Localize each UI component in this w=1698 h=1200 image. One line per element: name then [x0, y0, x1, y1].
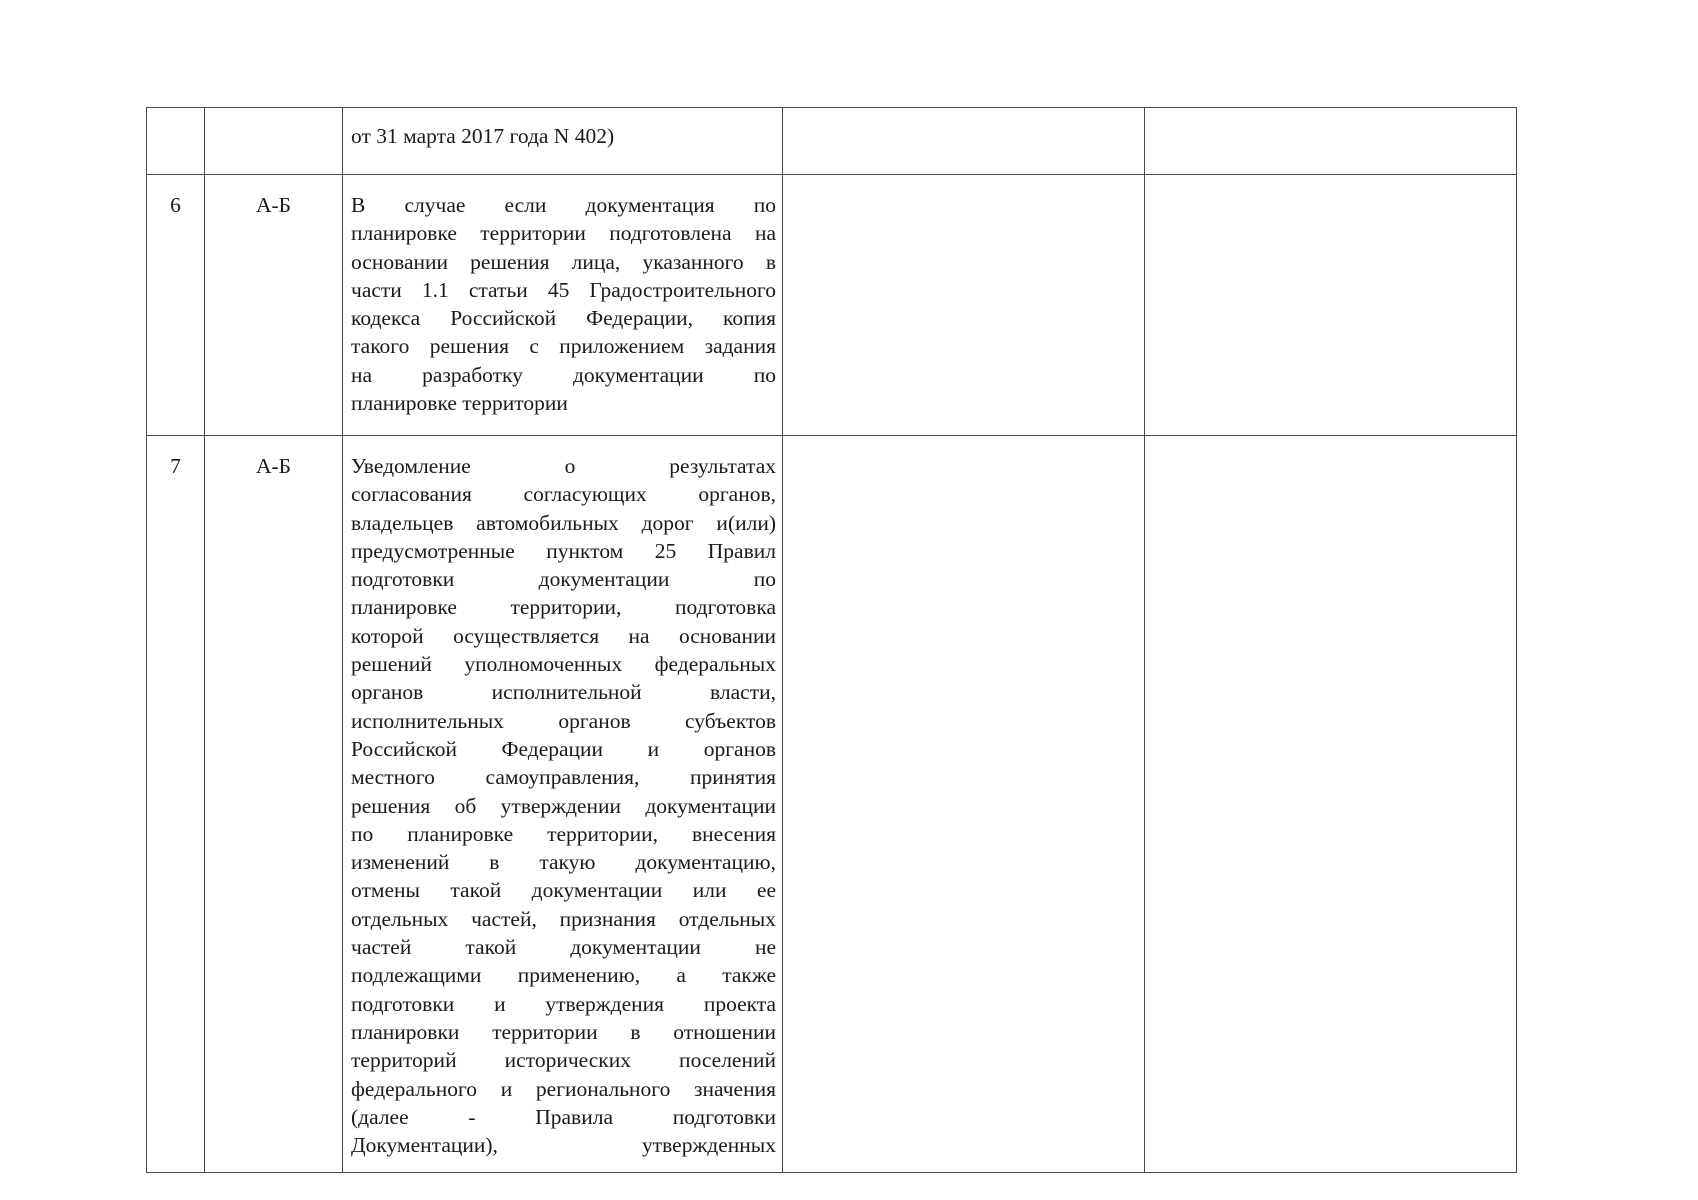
row-text-cell — [343, 108, 783, 175]
text-line: планировке территории — [351, 391, 568, 416]
row-code-cell: А-Б — [205, 175, 343, 436]
row-col4-cell — [783, 436, 1145, 1173]
row-number-cell — [147, 108, 205, 175]
text-line: исполнительных органов субъектов — [351, 708, 776, 733]
text-line: согласования согласующих органов, — [351, 482, 776, 507]
text-line: подлежащими применению, а также — [351, 963, 776, 988]
text-line: от 31 марта 2017 года N 402) — [351, 124, 615, 148]
text-line: Российской Федерации и органов — [351, 736, 776, 761]
text-line: федерального и регионального значения — [351, 1076, 776, 1101]
text-line: местного самоуправления, принятия — [351, 765, 776, 790]
text-line: (далее - Правила подготовки — [351, 1104, 776, 1129]
document-table — [146, 107, 1517, 1173]
row-col5-cell — [1145, 175, 1517, 436]
row-number-cell: 6 — [147, 175, 205, 436]
text-line: подготовки и утверждения проекта — [351, 991, 776, 1016]
text-line: частей такой документации не — [351, 935, 776, 960]
row-number-cell: 7 — [147, 436, 205, 1173]
text-line: предусмотренные пунктом 25 Правил — [351, 538, 776, 563]
text-line: отдельных частей, признания отдельных — [351, 906, 776, 931]
text-line: владельцев автомобильных дорог и(или) — [351, 510, 776, 535]
text-line: отмены такой документации или ее — [351, 878, 776, 903]
row-col5-cell — [1145, 436, 1517, 1173]
text-line: подготовки документации по — [351, 567, 776, 592]
table-row — [147, 436, 1517, 1173]
text-line: В случае если документация по — [351, 193, 776, 217]
text-line: такого решения с приложением задания — [351, 334, 776, 359]
text-line: основании решения лица, указанного в — [351, 249, 776, 274]
text-line: кодекса Российской Федерации, копия — [351, 306, 776, 331]
text-line: изменений в такую документацию, — [351, 850, 776, 875]
text-line: органов исполнительной власти, — [351, 680, 776, 705]
text-line: по планировке территории, внесения — [351, 821, 776, 846]
text-line: планировке территории, подготовка — [351, 595, 776, 620]
text-line: решения об утверждении документации — [351, 793, 776, 818]
text-line: планировке территории подготовлена на — [351, 221, 776, 246]
text-line: территорий исторических поселений — [351, 1048, 776, 1073]
row-col4-cell — [783, 108, 1145, 175]
text-line: которой осуществляется на основании — [351, 623, 776, 648]
row-col4-cell — [783, 175, 1145, 436]
text-line: решений уполномоченных федеральных — [351, 652, 776, 677]
table-row — [147, 108, 1517, 175]
table-row — [147, 175, 1517, 436]
text-line: Уведомление о результатах — [351, 454, 776, 478]
text-line: Документации), утвержденных — [351, 1133, 776, 1158]
row-text-cell — [343, 436, 783, 1173]
text-line: на разработку документации по — [351, 362, 776, 387]
text-line: планировки территории в отношении — [351, 1019, 776, 1044]
row-code-cell — [205, 108, 343, 175]
text-line: части 1.1 статьи 45 Градостроительного — [351, 277, 776, 302]
row-code-cell: А-Б — [205, 436, 343, 1173]
row-text-cell — [343, 175, 783, 436]
row-col5-cell — [1145, 108, 1517, 175]
